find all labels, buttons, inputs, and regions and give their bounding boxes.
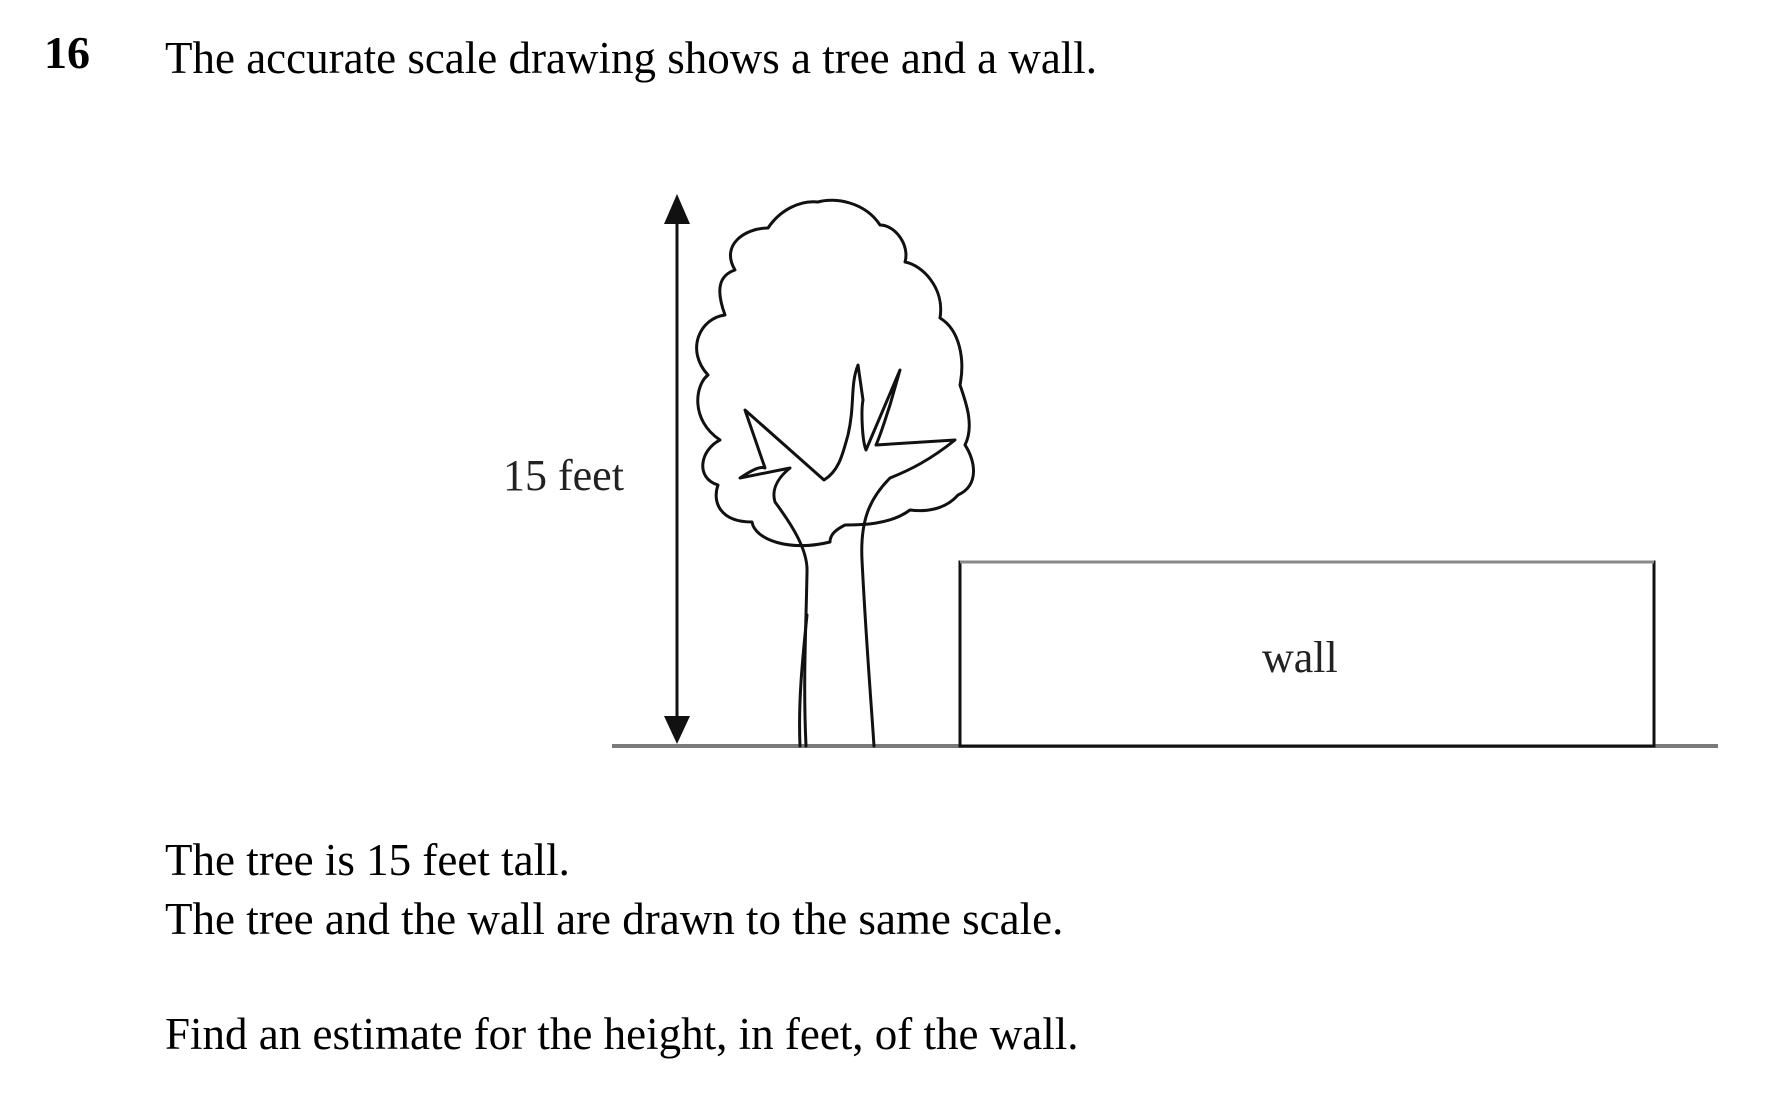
tree-height-label: 15 feet <box>503 451 624 500</box>
question-task: Find an estimate for the height, in feet, of the wall. <box>165 1009 1079 1059</box>
fact-tree-height: The tree is 15 feet tall. <box>165 835 570 885</box>
height-arrow <box>664 194 690 744</box>
tree <box>697 200 974 746</box>
fact-same-scale: The tree and the wall are drawn to the same scale. <box>165 894 1064 944</box>
arrowhead-up <box>664 194 690 224</box>
arrowhead-down <box>664 716 690 744</box>
wall-label: wall <box>1262 633 1338 682</box>
tree-crown <box>697 200 974 545</box>
question-intro: The accurate scale drawing shows a tree and a wall. <box>165 33 1098 83</box>
question-number: 16 <box>44 27 90 78</box>
tree-trunk-branches <box>740 365 955 746</box>
